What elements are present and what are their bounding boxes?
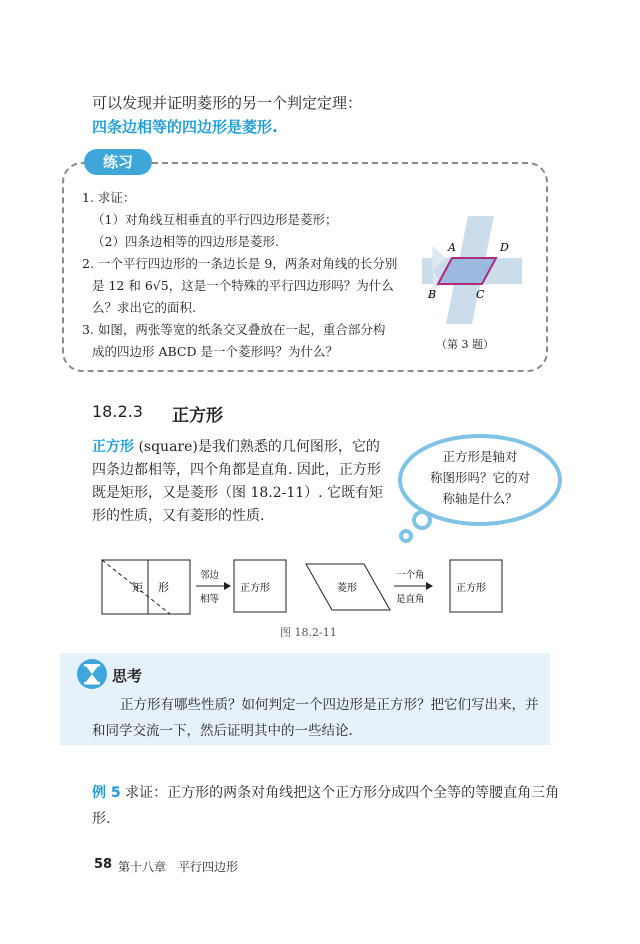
rect-label-1: 矩 [132, 581, 143, 594]
hourglass-icon [76, 658, 108, 690]
arrow-2-bottom-label: 是直角 [396, 594, 425, 605]
label-d: D [500, 241, 509, 254]
cloud-text [400, 446, 560, 509]
figure-caption: 图 18.2-11 [280, 626, 337, 639]
term-square: 正方形 [92, 439, 134, 455]
label-c: C [476, 288, 485, 301]
section-number: 18.2.3 [92, 402, 143, 421]
square-definition-paragraph [92, 436, 392, 528]
figure-18-2-11 [100, 556, 540, 620]
exercise-line: 3. 如图，两张等宽的纸条交叉叠放在一起，重合部分构 [82, 322, 386, 337]
arrow-2-top-label: 一个角 [396, 570, 425, 581]
page-number: 58 [94, 857, 113, 872]
exercise-figure-caption: （第 3 题） [436, 338, 494, 351]
exercise-tag: 练习 [84, 149, 152, 175]
section-title: 正方形 [172, 406, 223, 426]
exercise-line: 2. 一个平行四边形的一条边长是 9，两条对角线的长分别 [82, 256, 398, 271]
label-b: B [428, 288, 437, 301]
theorem-text: 四条边相等的四边形是菱形. [92, 118, 278, 136]
exercise-line: （1）对角线互相垂直的平行四边形是菱形； [92, 212, 338, 227]
arrow-1-top-label: 邻边 [200, 570, 220, 581]
example-label: 例 5 [92, 785, 121, 801]
label-a: A [448, 241, 456, 254]
cloud-line: 称图形吗？它的对 [429, 470, 530, 485]
arrow-1-bottom-label: 相等 [200, 594, 220, 605]
crossing-strips-figure [412, 206, 530, 332]
exercise-line: 么？求出它的面积. [92, 300, 196, 315]
rectangle-shape [102, 560, 190, 614]
chapter-title: 第十八章 平行四边形 [118, 860, 239, 874]
rhombus-label: 菱形 [337, 583, 357, 594]
cloud-line: 正方形是轴对 [442, 449, 518, 464]
intro-text: 可以发现并证明菱形的另一个判定定理： [92, 94, 363, 112]
exercise-line: （2）四条边相等的四边形是菱形. [92, 234, 279, 249]
arrow-1-head [224, 582, 231, 590]
rect-label-2: 形 [158, 581, 169, 594]
term-english: (square) [134, 439, 198, 455]
think-title: 思考 [112, 667, 143, 685]
exercise-line: 1. 求证： [82, 190, 136, 205]
square-label-1: 正方形 [240, 583, 270, 594]
paragraph-body: 是我们熟悉的几何图形，它的四条边都相等，四个角都是直角. 因此，正方形既是矩形，又是菱形（图 18.2-11）. 它既有矩形的性质，又有菱形的性质. [92, 439, 384, 524]
example-text: 求证：正方形的两条对角线把这个正方形分成四个全等的等腰直角三角形. [92, 785, 560, 827]
square-label-2: 正方形 [456, 583, 486, 594]
think-text: 正方形有哪些性质？如何判定一个四边形是正方形？把它们写出来，并和同学交流一下，然后证明其中的一些结论. [92, 697, 539, 739]
exercise-line: 成的四边形 ABCD 是一个菱形吗？为什么？ [92, 344, 338, 359]
cloud-line: 称轴是什么？ [442, 491, 518, 506]
example-5 [92, 780, 562, 832]
exercise-line: 是 12 和 6√5，这是一个特殊的平行四边形吗？为什么 [92, 278, 394, 293]
arrow-2-head [426, 582, 433, 590]
